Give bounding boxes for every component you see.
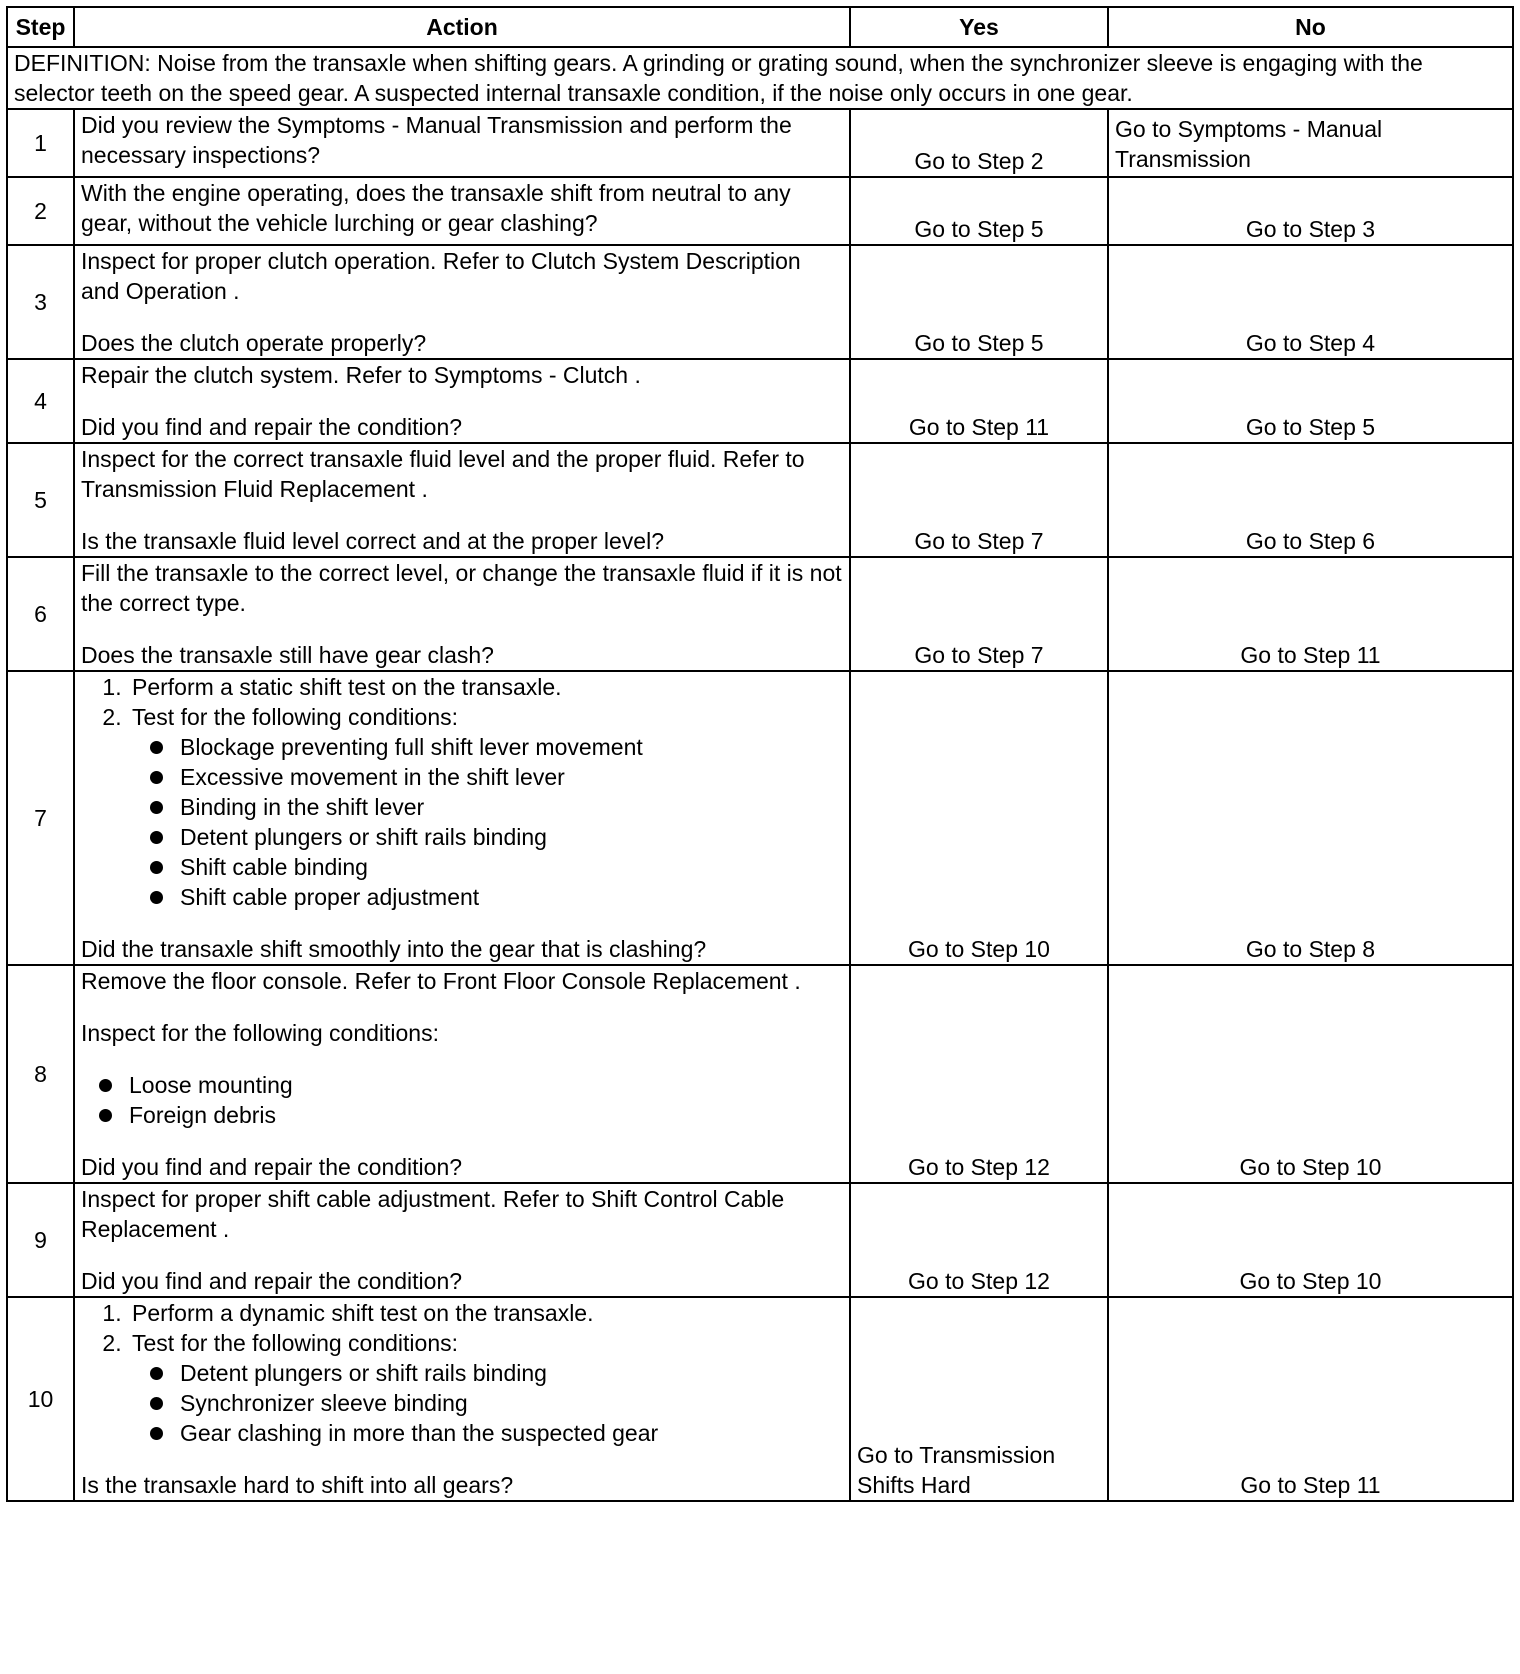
table-row [7, 1297, 1513, 1501]
list-item: 1. Perform a static shift test on the transaxle. [128, 672, 843, 702]
spacer [81, 1448, 843, 1470]
table-row [7, 671, 1513, 965]
action-question: Did you find and repair the condition? [81, 1154, 463, 1180]
bullet-item: Detent plungers or shift rails binding [180, 1358, 843, 1388]
no-cell: Go to Step 6 [1108, 443, 1513, 557]
action-question: Does the clutch operate properly? [81, 330, 427, 356]
step-number: 9 [7, 1183, 74, 1297]
step-number: 3 [7, 245, 74, 359]
no-cell: Go to Step 11 [1108, 1297, 1513, 1501]
spacer [81, 1244, 843, 1266]
action-instruction: Inspect for the correct transaxle fluid level and the proper fluid. Refer to Transmission Fluid Replacement . [81, 446, 805, 502]
action-instruction: Inspect for proper clutch operation. Refer to Clutch System Description and Operation . [81, 248, 801, 304]
action-question: Does the transaxle still have gear clash? [81, 642, 494, 668]
table-row [7, 177, 1513, 245]
no-cell: Go to Step 11 [1108, 557, 1513, 671]
yes-cell: Go to Step 12 [850, 965, 1108, 1183]
action-cell [74, 245, 850, 359]
definition-row [7, 47, 1513, 109]
yes-cell: Go to Step 10 [850, 671, 1108, 965]
action-cell [74, 1183, 850, 1297]
yes-cell: Go to Step 2 [850, 109, 1108, 177]
bullet-item: Detent plungers or shift rails binding [180, 822, 843, 852]
action-question: Did you find and repair the condition? [81, 1268, 463, 1294]
header-yes: Yes [850, 7, 1108, 47]
action-text: With the engine operating, does the transaxle shift from neutral to any gear, without the vehicle lurching or gear clashing? [74, 177, 850, 245]
yes-cell: Go to Step 11 [850, 359, 1108, 443]
action-instruction: Repair the clutch system. Refer to Symptoms - Clutch . [81, 362, 641, 388]
spacer [81, 306, 843, 328]
step-number: 6 [7, 557, 74, 671]
table-row [7, 245, 1513, 359]
yes-cell: Go to Step 7 [850, 443, 1108, 557]
table-row [7, 359, 1513, 443]
list-item-text: Test for the following conditions: [132, 1330, 459, 1356]
action-cell [74, 443, 850, 557]
table-row [7, 557, 1513, 671]
step-number: 10 [7, 1297, 74, 1501]
action-cell [74, 671, 850, 965]
list-item-text: Test for the following conditions: [132, 704, 459, 730]
bullet-item: Foreign debris [129, 1100, 843, 1130]
action-text: Did you review the Symptoms - Manual Transmission and perform the necessary inspections? [74, 109, 850, 177]
yes-cell: Go to Transmission Shifts Hard [850, 1297, 1108, 1501]
step-number: 5 [7, 443, 74, 557]
bullet-item: Shift cable proper adjustment [180, 882, 843, 912]
bullet-item: Synchronizer sleeve binding [180, 1388, 843, 1418]
table-row [7, 443, 1513, 557]
spacer [81, 1048, 843, 1070]
bullet-list [81, 1070, 843, 1130]
step-number: 4 [7, 359, 74, 443]
action-cell [74, 557, 850, 671]
bullet-item: Binding in the shift lever [180, 792, 843, 822]
bullet-list [132, 732, 843, 912]
action-cell [74, 1297, 850, 1501]
spacer [81, 390, 843, 412]
action-instruction: Inspect for proper shift cable adjustment. Refer to Shift Control Cable Replacement . [81, 1186, 785, 1242]
bullet-item: Excessive movement in the shift lever [180, 762, 843, 792]
action-question: Did the transaxle shift smoothly into the gear that is clashing? [81, 936, 707, 962]
numbered-list [81, 672, 843, 912]
header-row [7, 7, 1513, 47]
no-cell: Go to Step 4 [1108, 245, 1513, 359]
spacer [81, 1130, 843, 1152]
definition-text: DEFINITION: Noise from the transaxle when shifting gears. A grinding or grating sound, when the synchronizer sleeve is engaging with the selector teeth on the speed gear. A suspected internal transaxle condition, if the noise only occurs in one gear. [7, 47, 1513, 109]
action-cell [74, 965, 850, 1183]
action-question: Did you find and repair the condition? [81, 414, 463, 440]
spacer [81, 618, 843, 640]
bullet-item: Gear clashing in more than the suspected gear [180, 1418, 843, 1448]
bullet-item: Shift cable binding [180, 852, 843, 882]
no-cell: Go to Step 5 [1108, 359, 1513, 443]
yes-cell: Go to Step 5 [850, 177, 1108, 245]
bullet-list [132, 1358, 843, 1448]
header-action: Action [74, 7, 850, 47]
header-no: No [1108, 7, 1513, 47]
bullet-item: Loose mounting [129, 1070, 843, 1100]
list-item [128, 1328, 843, 1448]
spacer [81, 996, 843, 1018]
table-row [7, 109, 1513, 177]
no-cell: Go to Symptoms - Manual Transmission [1108, 109, 1513, 177]
list-item: 1. Perform a dynamic shift test on the transaxle. [128, 1298, 843, 1328]
header-step: Step [7, 7, 74, 47]
step-number: 7 [7, 671, 74, 965]
action-instruction: Remove the floor console. Refer to Front Floor Console Replacement . [81, 968, 801, 994]
action-instruction-2: Inspect for the following conditions: [81, 1020, 439, 1046]
list-item [128, 702, 843, 912]
diagnostic-table [6, 6, 1514, 1502]
spacer [81, 504, 843, 526]
bullet-item: Blockage preventing full shift lever movement [180, 732, 843, 762]
action-cell [74, 359, 850, 443]
no-cell: Go to Step 8 [1108, 671, 1513, 965]
step-number: 1 [7, 109, 74, 177]
table-row [7, 1183, 1513, 1297]
no-cell: Go to Step 3 [1108, 177, 1513, 245]
action-instruction: Fill the transaxle to the correct level, or change the transaxle fluid if it is not the correct type. [81, 560, 842, 616]
no-cell: Go to Step 10 [1108, 1183, 1513, 1297]
step-number: 8 [7, 965, 74, 1183]
action-question: Is the transaxle hard to shift into all gears? [81, 1472, 514, 1498]
step-number: 2 [7, 177, 74, 245]
yes-cell: Go to Step 7 [850, 557, 1108, 671]
action-question: Is the transaxle fluid level correct and at the proper level? [81, 528, 664, 554]
spacer [81, 912, 843, 934]
table-row [7, 965, 1513, 1183]
numbered-list [81, 1298, 843, 1448]
yes-cell: Go to Step 5 [850, 245, 1108, 359]
no-cell: Go to Step 10 [1108, 965, 1513, 1183]
yes-cell: Go to Step 12 [850, 1183, 1108, 1297]
